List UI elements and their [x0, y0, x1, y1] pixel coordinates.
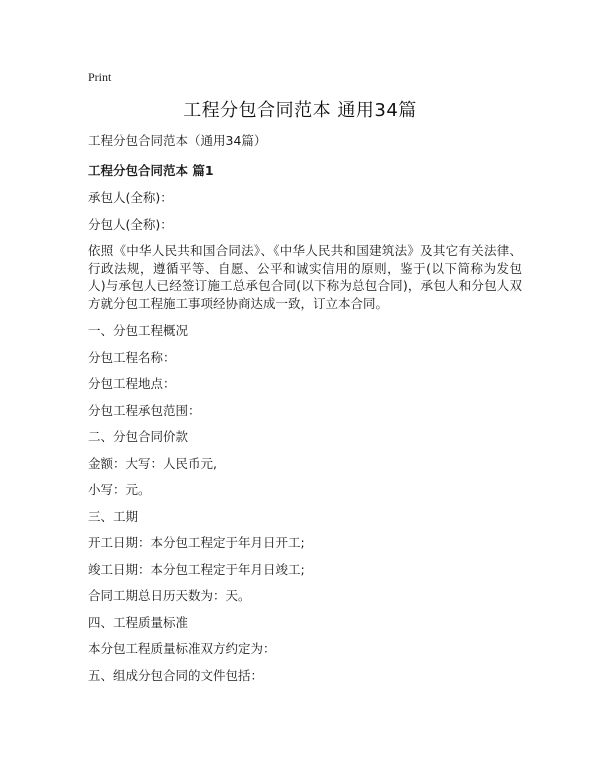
field-total-days: 合同工期总日历天数为：天。 — [88, 588, 251, 603]
print-label: Print — [88, 70, 112, 84]
section-title-duration: 三、工期 — [88, 508, 139, 524]
field-project-scope: 分包工程承包范围： — [88, 402, 201, 418]
subcontractor-field: 分包人(全称)： — [88, 216, 173, 232]
field-quality-standard: 本分包工程质量标准双方约定为： — [88, 641, 276, 656]
field-start-date: 开工日期：本分包工程定于年月日开工; — [88, 535, 305, 550]
field-amount-upper: 金额：大写：人民币元, — [88, 455, 217, 471]
field-amount-lower: 小写：元。 — [88, 482, 151, 497]
document-subtitle: 工程分包合同范本（通用34篇） — [88, 133, 267, 148]
field-project-location: 分包工程地点： — [88, 376, 176, 391]
contractor-field: 承包人(全称)： — [88, 190, 173, 205]
intro-paragraph: 依照《中华人民共和国合同法》、《中华人民共和国建筑法》及其它有关法律、行政法规，遵循平等、自愿、公平和诚实信用的原则，鉴于(以下简称为发包人)与承包人已经签订施工总承包合同(以下称为总包合同)，承包人和分包人双方就分包工程施工事项经协商达成一致，订立本合同。 — [88, 243, 522, 311]
document-title: 工程分包合同范本 通用34篇 — [183, 100, 417, 121]
section-title-quality: 四、工程质量标准 — [88, 614, 189, 630]
document-body — [88, 132, 522, 693]
section-title-price: 二、分包合同价款 — [88, 429, 189, 444]
field-completion-date: 竣工日期：本分包工程定于年月日竣工; — [88, 561, 305, 577]
section-title-documents: 五、组成分包合同的文件包括： — [88, 667, 264, 683]
section-heading: 工程分包合同范本 篇1 — [88, 163, 214, 178]
section-title-overview: 一、分包工程概况 — [88, 323, 189, 338]
field-project-name: 分包工程名称： — [88, 349, 176, 365]
